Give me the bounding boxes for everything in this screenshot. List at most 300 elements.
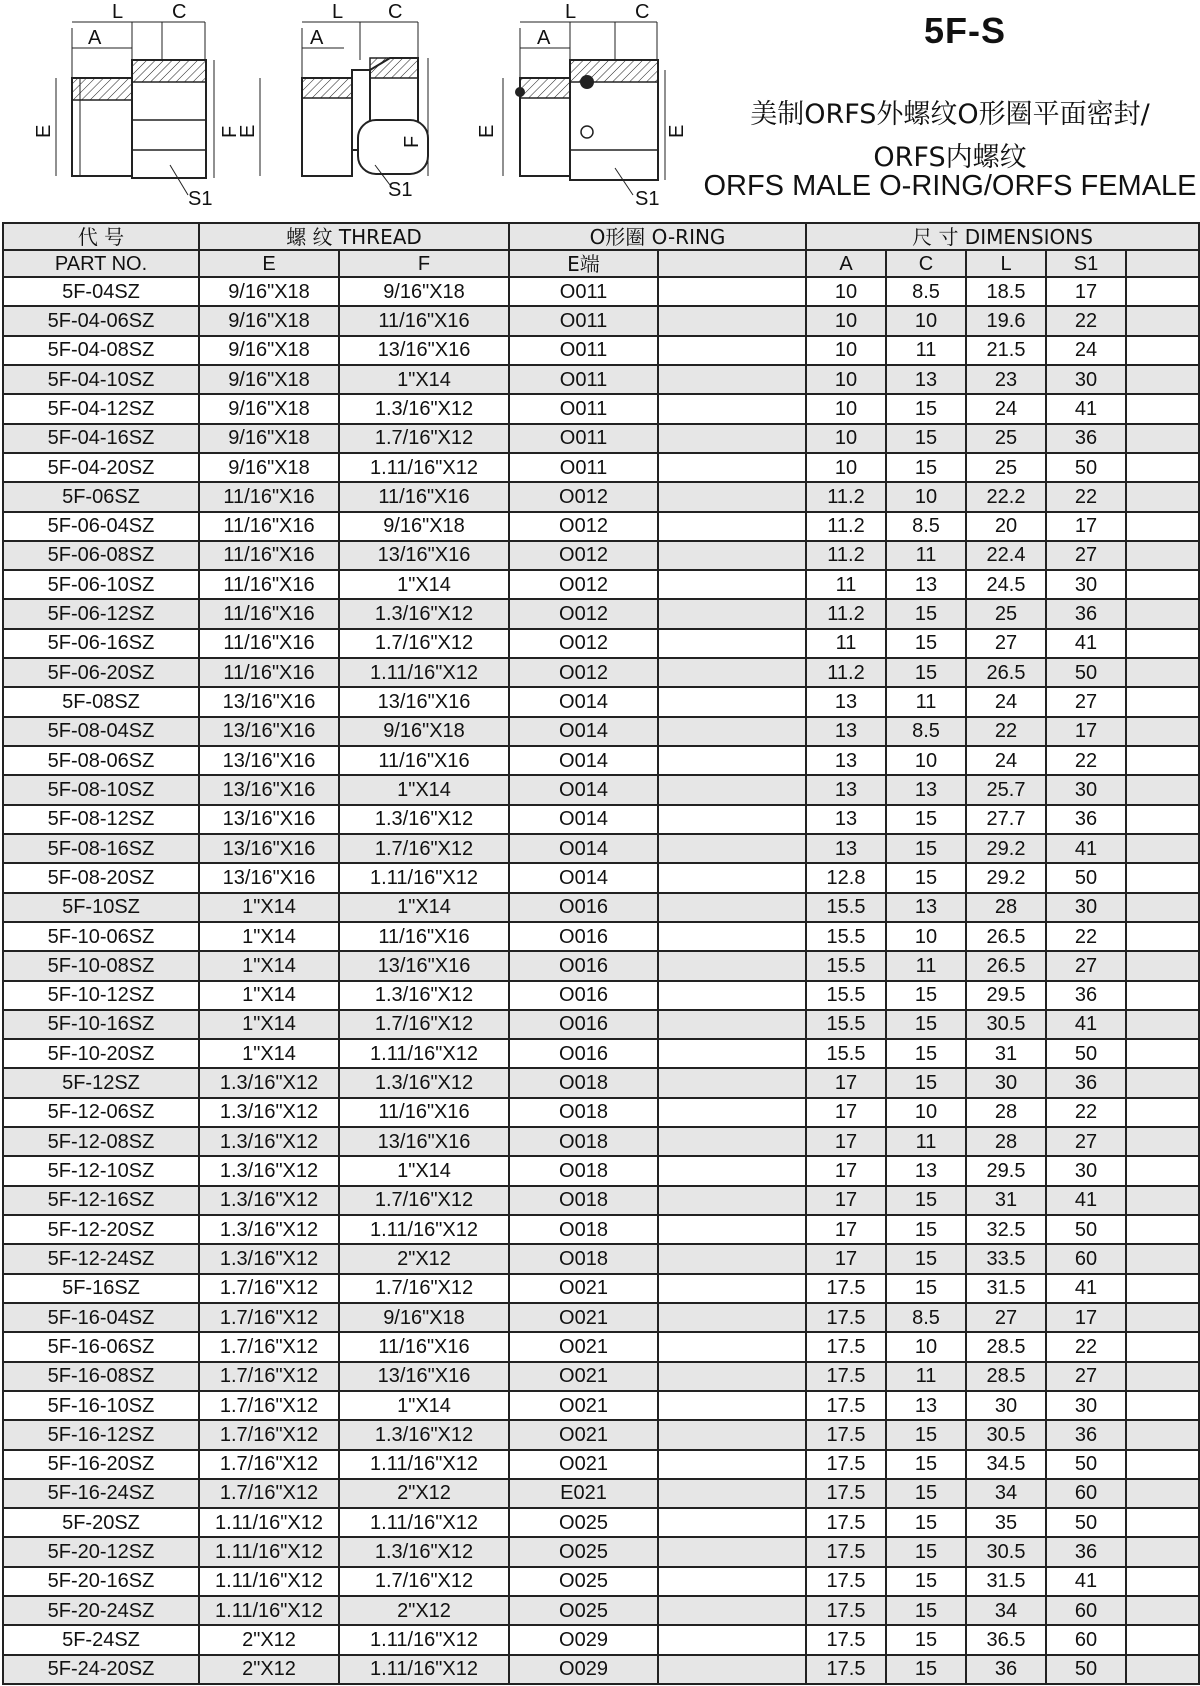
dim-l-cell: 29.2 <box>966 834 1046 863</box>
dim-a-cell: 13 <box>806 805 886 834</box>
dim-l-cell: 31.5 <box>966 1567 1046 1596</box>
part-no-cell: 5F-12-08SZ <box>3 1127 199 1156</box>
oring-cell: O016 <box>509 1010 658 1039</box>
part-no-cell: 5F-16SZ <box>3 1274 199 1303</box>
dim-c-cell: 13 <box>886 570 966 599</box>
oring-cell: O011 <box>509 424 658 453</box>
table-row <box>3 1215 1199 1244</box>
part-no-cell: 5F-10-12SZ <box>3 981 199 1010</box>
blank-cell <box>658 775 806 804</box>
part-no-cell: 5F-16-08SZ <box>3 1362 199 1391</box>
table-row <box>3 482 1199 511</box>
table-row <box>3 775 1199 804</box>
oring-cell: O021 <box>509 1450 658 1479</box>
table-row <box>3 658 1199 687</box>
table-row <box>3 834 1199 863</box>
blank-cell <box>1126 599 1199 628</box>
thread-f-cell: 11/16"X16 <box>339 922 509 951</box>
thread-f-cell: 1"X14 <box>339 570 509 599</box>
blank-cell <box>1126 717 1199 746</box>
blank-cell <box>658 805 806 834</box>
dim-c-cell: 15 <box>886 658 966 687</box>
part-no-cell: 5F-04SZ <box>3 277 199 306</box>
table-row <box>3 805 1199 834</box>
thread-e-cell: 13/16"X16 <box>199 775 339 804</box>
blank-cell <box>1126 336 1199 365</box>
thread-e-cell: 1.3/16"X12 <box>199 1186 339 1215</box>
part-no-cell: 5F-20-12SZ <box>3 1537 199 1566</box>
part-no-cell: 5F-06SZ <box>3 482 199 511</box>
dim-label-a: A <box>310 27 324 49</box>
blank-cell <box>658 1479 806 1508</box>
part-no-cell: 5F-24-20SZ <box>3 1655 199 1684</box>
thread-f-cell: 13/16"X16 <box>339 1362 509 1391</box>
dim-s1-cell: 17 <box>1046 512 1126 541</box>
dim-label-c: C <box>635 1 650 23</box>
blank-cell <box>658 658 806 687</box>
table-row <box>3 1303 1199 1332</box>
dim-a-cell: 15.5 <box>806 1010 886 1039</box>
dim-c-cell: 15 <box>886 863 966 892</box>
blank-cell <box>1126 512 1199 541</box>
blank-cell <box>1126 1625 1199 1654</box>
thread-e-cell: 1.3/16"X12 <box>199 1098 339 1127</box>
thread-f-cell: 1.3/16"X12 <box>339 981 509 1010</box>
dim-s1-cell: 41 <box>1046 1010 1126 1039</box>
thread-e-cell: 1.7/16"X12 <box>199 1391 339 1420</box>
dim-s1-cell: 17 <box>1046 717 1126 746</box>
oring-cell: O018 <box>509 1156 658 1185</box>
blank-cell <box>1126 1010 1199 1039</box>
thread-f-cell: 1.11/16"X12 <box>339 1039 509 1068</box>
thread-e-cell: 11/16"X16 <box>199 658 339 687</box>
dim-a-cell: 17.5 <box>806 1479 886 1508</box>
oring-cell: O014 <box>509 834 658 863</box>
table-row <box>3 570 1199 599</box>
thread-f-cell: 1.3/16"X12 <box>339 599 509 628</box>
title-english: ORFS MALE O-RING/ORFS FEMALE <box>703 170 1197 202</box>
blank-cell <box>1126 629 1199 658</box>
dim-l-cell: 27 <box>966 1303 1046 1332</box>
part-no-header-cn: 代 号 <box>3 223 199 250</box>
part-no-cell: 5F-08-06SZ <box>3 746 199 775</box>
dim-c-cell: 11 <box>886 1127 966 1156</box>
table-row <box>3 599 1199 628</box>
dim-s1-cell: 36 <box>1046 805 1126 834</box>
dim-a-cell: 15.5 <box>806 951 886 980</box>
dim-l-cell: 36 <box>966 1655 1046 1684</box>
thread-f-cell: 11/16"X16 <box>339 482 509 511</box>
table-row <box>3 1068 1199 1097</box>
dim-s1-cell: 36 <box>1046 1068 1126 1097</box>
dim-a-cell: 17.5 <box>806 1332 886 1361</box>
table-row <box>3 717 1199 746</box>
dim-s1-cell: 36 <box>1046 424 1126 453</box>
table-row <box>3 951 1199 980</box>
thread-f-cell: 2"X12 <box>339 1479 509 1508</box>
dim-s1-cell: 60 <box>1046 1596 1126 1625</box>
table-row <box>3 1625 1199 1654</box>
dim-a-cell: 17.5 <box>806 1508 886 1537</box>
part-no-cell: 5F-06-04SZ <box>3 512 199 541</box>
part-no-cell: 5F-12SZ <box>3 1068 199 1097</box>
blank-cell <box>1126 277 1199 306</box>
table-row <box>3 336 1199 365</box>
part-no-header-en: PART NO. <box>3 250 199 277</box>
dim-a-cell: 10 <box>806 277 886 306</box>
thread-f-cell: 1.7/16"X12 <box>339 1186 509 1215</box>
dim-c-cell: 15 <box>886 1450 966 1479</box>
thread-e-cell: 1.7/16"X12 <box>199 1420 339 1449</box>
blank-cell <box>1126 863 1199 892</box>
dim-l-cell: 25 <box>966 599 1046 628</box>
part-no-cell: 5F-08-12SZ <box>3 805 199 834</box>
thread-f-cell: 11/16"X16 <box>339 306 509 335</box>
thread-e-cell: 1"X14 <box>199 951 339 980</box>
blank-cell <box>1126 1450 1199 1479</box>
dim-a-cell: 17 <box>806 1068 886 1097</box>
dim-a-cell: 17 <box>806 1244 886 1273</box>
thread-header: 螺 纹 THREAD <box>199 223 509 250</box>
oring-cell: O011 <box>509 277 658 306</box>
thread-f-cell: 1.11/16"X12 <box>339 1625 509 1654</box>
thread-f-cell: 1.11/16"X12 <box>339 1655 509 1684</box>
part-no-cell: 5F-08SZ <box>3 687 199 716</box>
blank-cell <box>658 1127 806 1156</box>
thread-e-cell: 9/16"X18 <box>199 336 339 365</box>
blank-cell <box>1126 394 1199 423</box>
blank-cell <box>658 1625 806 1654</box>
blank-cell <box>658 629 806 658</box>
table-row <box>3 893 1199 922</box>
part-no-cell: 5F-24SZ <box>3 1625 199 1654</box>
dim-a-cell: 17.5 <box>806 1303 886 1332</box>
thread-f-cell: 1.7/16"X12 <box>339 834 509 863</box>
blank-cell <box>658 834 806 863</box>
dim-c-cell: 10 <box>886 1332 966 1361</box>
table-row <box>3 1655 1199 1684</box>
oring-cell: O014 <box>509 863 658 892</box>
thread-e-cell: 9/16"X18 <box>199 306 339 335</box>
table-row <box>3 277 1199 306</box>
blank-cell <box>658 1508 806 1537</box>
dim-a-cell: 11.2 <box>806 658 886 687</box>
dim-a-cell: 15.5 <box>806 1039 886 1068</box>
dim-l-cell: 34.5 <box>966 1450 1046 1479</box>
thread-e-cell: 1"X14 <box>199 981 339 1010</box>
dim-a-cell: 17.5 <box>806 1420 886 1449</box>
blank-cell <box>1126 306 1199 335</box>
dim-s1-cell: 27 <box>1046 951 1126 980</box>
blank-cell <box>658 863 806 892</box>
blank-cell <box>1126 453 1199 482</box>
dim-s1-cell: 60 <box>1046 1244 1126 1273</box>
dim-c-cell: 15 <box>886 629 966 658</box>
dim-c-cell: 15 <box>886 981 966 1010</box>
table-row <box>3 1244 1199 1273</box>
dim-l-cell: 19.6 <box>966 306 1046 335</box>
blank-cell <box>658 482 806 511</box>
thread-e-cell: 13/16"X16 <box>199 863 339 892</box>
dim-label-c: C <box>172 1 187 23</box>
oring-cell: O012 <box>509 541 658 570</box>
table-row <box>3 746 1199 775</box>
dim-s1-cell: 50 <box>1046 1039 1126 1068</box>
oring-cell: O016 <box>509 981 658 1010</box>
blank-cell <box>658 1039 806 1068</box>
dim-c-cell: 15 <box>886 1479 966 1508</box>
oring-cell: O016 <box>509 1039 658 1068</box>
dim-l-cell: 29.2 <box>966 863 1046 892</box>
oring-cell: O016 <box>509 893 658 922</box>
blank-cell <box>1126 1479 1199 1508</box>
oring-cell: O021 <box>509 1274 658 1303</box>
blank-cell <box>1126 482 1199 511</box>
dim-label-f: E <box>666 124 688 138</box>
dim-a-cell: 10 <box>806 453 886 482</box>
dim-c-cell: 11 <box>886 951 966 980</box>
blank-cell <box>658 687 806 716</box>
oring-cell: O018 <box>509 1215 658 1244</box>
dim-s1-cell: 17 <box>1046 277 1126 306</box>
dim-l-cell: 28 <box>966 1127 1046 1156</box>
dim-l-cell: 30.5 <box>966 1420 1046 1449</box>
blank-cell <box>1126 805 1199 834</box>
table-row <box>3 541 1199 570</box>
oring-cell: E021 <box>509 1479 658 1508</box>
dim-c-cell: 11 <box>886 541 966 570</box>
thread-e-cell: 9/16"X18 <box>199 424 339 453</box>
thread-e-cell: 1"X14 <box>199 1039 339 1068</box>
blank-cell <box>658 1098 806 1127</box>
part-no-cell: 5F-16-24SZ <box>3 1479 199 1508</box>
dim-label-s1: S1 <box>188 188 213 210</box>
blank-cell <box>658 336 806 365</box>
oring-cell: O011 <box>509 306 658 335</box>
part-no-cell: 5F-06-10SZ <box>3 570 199 599</box>
dim-l-cell: 32.5 <box>966 1215 1046 1244</box>
table-row <box>3 1332 1199 1361</box>
part-no-cell: 5F-10-16SZ <box>3 1010 199 1039</box>
dim-l-cell: 22.4 <box>966 541 1046 570</box>
thread-e-cell: 9/16"X18 <box>199 365 339 394</box>
thread-e-cell: 1.11/16"X12 <box>199 1537 339 1566</box>
oring-cell: O018 <box>509 1098 658 1127</box>
oring-cell: O014 <box>509 717 658 746</box>
blank-cell <box>1126 1508 1199 1537</box>
table-header <box>3 223 1199 277</box>
blank-cell <box>1126 746 1199 775</box>
dim-l-cell: 29.5 <box>966 981 1046 1010</box>
dim-c-cell: 15 <box>886 599 966 628</box>
thread-f-cell: 13/16"X16 <box>339 687 509 716</box>
oring-cell: O018 <box>509 1186 658 1215</box>
dim-s1-cell: 41 <box>1046 394 1126 423</box>
dim-c-cell: 13 <box>886 893 966 922</box>
blank-cell <box>1126 658 1199 687</box>
thread-f-cell: 1.7/16"X12 <box>339 629 509 658</box>
part-no-cell: 5F-06-08SZ <box>3 541 199 570</box>
thread-f-cell: 1.3/16"X12 <box>339 1537 509 1566</box>
part-no-cell: 5F-12-06SZ <box>3 1098 199 1127</box>
dim-s1-cell: 36 <box>1046 1420 1126 1449</box>
dim-s1-cell: 50 <box>1046 863 1126 892</box>
dim-l-cell: 28 <box>966 1098 1046 1127</box>
table-row <box>3 1567 1199 1596</box>
dim-a-cell: 11 <box>806 629 886 658</box>
thread-f-cell: 11/16"X16 <box>339 1098 509 1127</box>
table-row <box>3 1420 1199 1449</box>
oring-cell: O016 <box>509 922 658 951</box>
thread-e-cell: 9/16"X18 <box>199 453 339 482</box>
oring-cell: O012 <box>509 658 658 687</box>
dim-s1-cell: 30 <box>1046 365 1126 394</box>
blank-cell <box>658 512 806 541</box>
dim-a-cell: 17 <box>806 1186 886 1215</box>
part-no-cell: 5F-04-08SZ <box>3 336 199 365</box>
part-no-cell: 5F-16-06SZ <box>3 1332 199 1361</box>
dim-s1-cell: 27 <box>1046 687 1126 716</box>
dim-c-cell: 15 <box>886 1655 966 1684</box>
oring-cell: O012 <box>509 629 658 658</box>
table-row <box>3 1098 1199 1127</box>
table-body <box>3 277 1199 1684</box>
oring-cell: O014 <box>509 746 658 775</box>
part-no-cell: 5F-16-20SZ <box>3 1450 199 1479</box>
table-row <box>3 512 1199 541</box>
blank-cell <box>1126 893 1199 922</box>
dim-c-cell: 13 <box>886 365 966 394</box>
table-row <box>3 424 1199 453</box>
thread-e-cell: 1.3/16"X12 <box>199 1215 339 1244</box>
blank-cell <box>1126 1098 1199 1127</box>
thread-f-cell: 1.11/16"X12 <box>339 1450 509 1479</box>
blank-cell <box>658 1362 806 1391</box>
blank-cell <box>1126 1186 1199 1215</box>
thread-f-cell: 1.7/16"X12 <box>339 1274 509 1303</box>
oring-cell: O025 <box>509 1567 658 1596</box>
dim-l-cell: 28.5 <box>966 1332 1046 1361</box>
part-no-cell: 5F-06-20SZ <box>3 658 199 687</box>
thread-f-cell: 1.3/16"X12 <box>339 1420 509 1449</box>
dim-a-cell: 13 <box>806 717 886 746</box>
dim-a-cell: 13 <box>806 834 886 863</box>
blank-cell <box>658 306 806 335</box>
part-no-cell: 5F-20-24SZ <box>3 1596 199 1625</box>
dim-s1-cell: 41 <box>1046 1186 1126 1215</box>
dim-s1-cell: 22 <box>1046 1332 1126 1361</box>
dim-s1-cell: 30 <box>1046 570 1126 599</box>
col-header-s1: S1 <box>1046 250 1126 277</box>
thread-f-cell: 1.3/16"X12 <box>339 1068 509 1097</box>
dim-l-cell: 24 <box>966 394 1046 423</box>
thread-e-cell: 2"X12 <box>199 1625 339 1654</box>
table-row <box>3 1186 1199 1215</box>
title-chinese-line-2: ORFS内螺纹 <box>873 142 1027 173</box>
thread-e-cell: 1.7/16"X12 <box>199 1450 339 1479</box>
blank-cell <box>1126 1244 1199 1273</box>
dim-a-cell: 10 <box>806 336 886 365</box>
dim-c-cell: 15 <box>886 424 966 453</box>
oring-cell: O012 <box>509 482 658 511</box>
dim-a-cell: 17 <box>806 1156 886 1185</box>
dim-c-cell: 15 <box>886 1039 966 1068</box>
dim-s1-cell: 36 <box>1046 1537 1126 1566</box>
table-row <box>3 306 1199 335</box>
dim-c-cell: 15 <box>886 1010 966 1039</box>
title-chinese-line-1: 美制ORFS外螺纹O形圈平面密封/ <box>750 99 1150 130</box>
oring-cell: O029 <box>509 1625 658 1654</box>
dim-a-cell: 17.5 <box>806 1596 886 1625</box>
dim-l-cell: 30 <box>966 1391 1046 1420</box>
thread-e-cell: 1.3/16"X12 <box>199 1068 339 1097</box>
table-row <box>3 1274 1199 1303</box>
thread-e-cell: 11/16"X16 <box>199 570 339 599</box>
thread-e-cell: 1.7/16"X12 <box>199 1274 339 1303</box>
table-row <box>3 1537 1199 1566</box>
dim-l-cell: 20 <box>966 512 1046 541</box>
table-row <box>3 1450 1199 1479</box>
dim-s1-cell: 60 <box>1046 1479 1126 1508</box>
dim-label-e: E <box>476 124 498 138</box>
blank-cell <box>1126 1391 1199 1420</box>
part-no-cell: 5F-06-16SZ <box>3 629 199 658</box>
thread-f-cell: 2"X12 <box>339 1244 509 1273</box>
dim-l-cell: 30.5 <box>966 1537 1046 1566</box>
blank-cell <box>658 599 806 628</box>
blank-cell <box>658 541 806 570</box>
thread-f-cell: 1.3/16"X12 <box>339 805 509 834</box>
dim-s1-cell: 30 <box>1046 893 1126 922</box>
table-row <box>3 1127 1199 1156</box>
dim-a-cell: 10 <box>806 424 886 453</box>
blank-cell <box>658 981 806 1010</box>
dim-label-l: L <box>112 1 124 23</box>
blank-cell <box>1126 424 1199 453</box>
dim-a-cell: 17 <box>806 1098 886 1127</box>
dim-s1-cell: 41 <box>1046 629 1126 658</box>
blank-cell <box>1126 1127 1199 1156</box>
part-no-cell: 5F-08-04SZ <box>3 717 199 746</box>
oring-cell: O014 <box>509 687 658 716</box>
dim-l-cell: 31.5 <box>966 1274 1046 1303</box>
blank-cell <box>1126 541 1199 570</box>
oring-cell: O021 <box>509 1420 658 1449</box>
oring-cell: O029 <box>509 1655 658 1684</box>
thread-e-cell: 13/16"X16 <box>199 834 339 863</box>
table-row <box>3 365 1199 394</box>
dim-s1-cell: 36 <box>1046 981 1126 1010</box>
table-row <box>3 1508 1199 1537</box>
dim-c-cell: 13 <box>886 1156 966 1185</box>
part-no-cell: 5F-12-20SZ <box>3 1215 199 1244</box>
blank-cell <box>658 453 806 482</box>
dim-a-cell: 15.5 <box>806 981 886 1010</box>
part-no-cell: 5F-10-06SZ <box>3 922 199 951</box>
dim-a-cell: 13 <box>806 746 886 775</box>
thread-f-cell: 1.11/16"X12 <box>339 453 509 482</box>
thread-f-cell: 13/16"X16 <box>339 541 509 570</box>
thread-e-cell: 1.3/16"X12 <box>199 1244 339 1273</box>
dim-l-cell: 31 <box>966 1186 1046 1215</box>
dim-a-cell: 10 <box>806 365 886 394</box>
dim-s1-cell: 41 <box>1046 1567 1126 1596</box>
part-no-cell: 5F-12-24SZ <box>3 1244 199 1273</box>
oring-cell: O021 <box>509 1332 658 1361</box>
thread-f-cell: 1.7/16"X12 <box>339 1567 509 1596</box>
blank-cell <box>658 1156 806 1185</box>
blank-cell <box>658 1068 806 1097</box>
